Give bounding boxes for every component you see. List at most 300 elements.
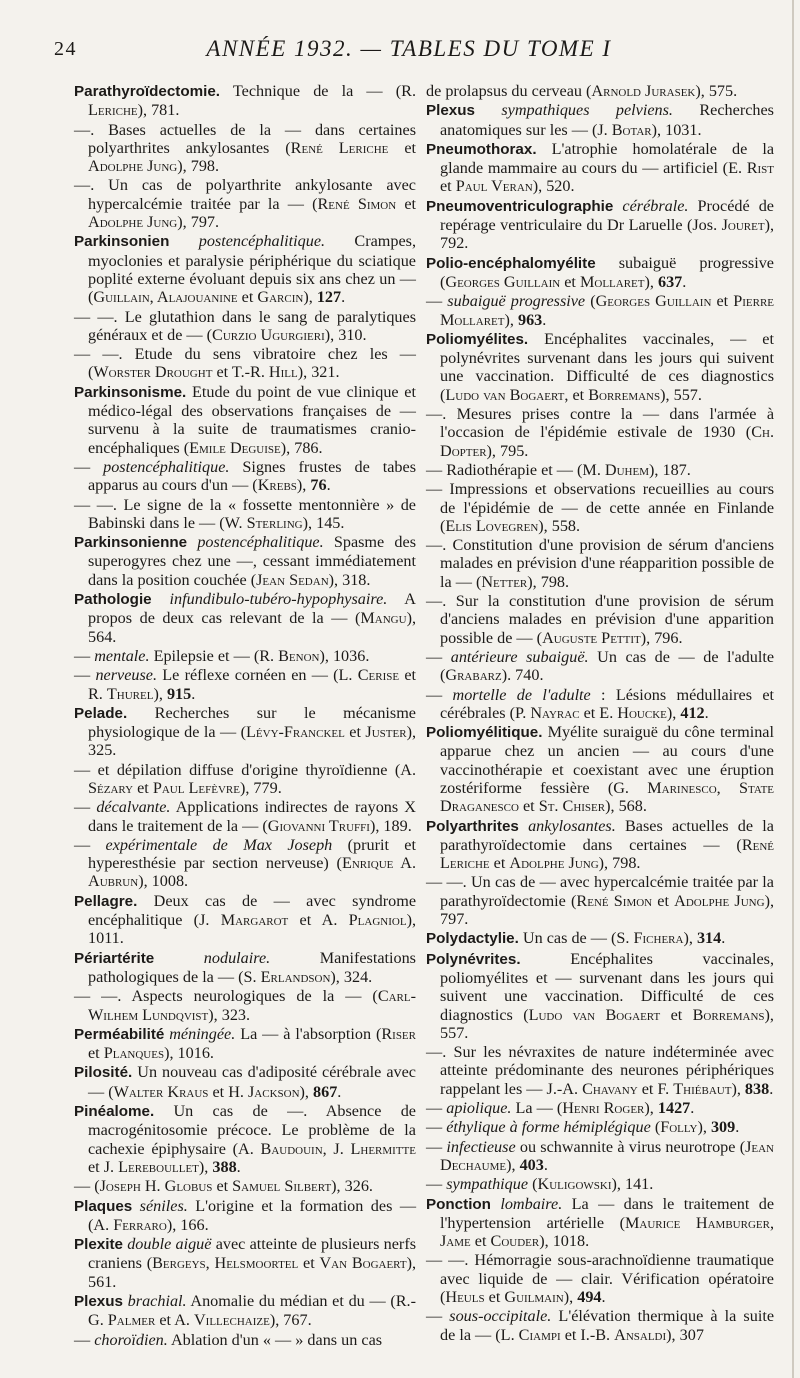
entry-text: Krebs: [257, 476, 297, 495]
entry-text: State Draganesco: [440, 778, 775, 816]
entry-headword: Pathologie: [74, 591, 152, 609]
entry-text: apiolique.: [446, 1099, 512, 1118]
entry-text: 963: [517, 310, 543, 329]
entry-text: Bergeys: [152, 1254, 206, 1273]
entry-text: Lereboullet: [118, 1157, 199, 1176]
entry-text: ), 557.: [660, 385, 702, 404]
index-entry: [426, 480, 774, 535]
entry-text: Recherches sur le mécanisme physiologique de la — (: [88, 703, 416, 742]
entry-text: H.: [140, 1177, 165, 1196]
index-entry: [74, 1177, 416, 1195]
entry-text: ), 321.: [297, 363, 340, 382]
index-entry: [426, 140, 774, 196]
entry-text: ),: [303, 288, 317, 307]
entry-text: sympathiques pelviens.: [474, 101, 673, 120]
entry-text: .: [601, 1288, 606, 1306]
entry-headword: Polio-encéphalomyélite: [426, 254, 596, 272]
entry-text: Palmer: [107, 1311, 156, 1330]
entry-text: Thiébaut: [673, 1079, 732, 1098]
entry-text: ), 1016.: [164, 1044, 214, 1063]
entry-text: La — dans le traitement de l'hypertension artérielle (: [440, 1194, 774, 1232]
entry-text: Adolphe Jung: [509, 854, 599, 873]
index-entry: [74, 1197, 416, 1235]
entry-text: Maurice Hamburger, Jame: [440, 1213, 774, 1251]
entry-text: et: [470, 1232, 491, 1251]
index-entry: [426, 1138, 774, 1175]
entry-text: ),: [504, 310, 518, 329]
index-entry: [74, 176, 416, 231]
entry-text: — Impressions et observations recueillies au cours de l'épidémie de — de cette année en Finlande (: [426, 480, 774, 535]
entry-text: , J.: [322, 1139, 351, 1158]
entry-text: Joseph: [99, 1177, 141, 1196]
entry-text: Riser: [381, 1024, 416, 1043]
entry-text: Bases actuelles de la parathyroïdectomie dans certaines — (: [440, 816, 774, 854]
entry-text: Ciampi: [518, 1325, 561, 1344]
entry-text: séniles.: [132, 1196, 188, 1215]
index-entry: [74, 345, 416, 382]
entry-text: avec atteinte de plusieurs nerfs craniens (: [88, 1235, 417, 1273]
entry-headword: Pelade.: [74, 704, 128, 722]
entry-text: Crampes, myoclonies et paralysie périphérique du sciatique poplité externe évoluant depuis six ans chez un — (: [88, 232, 417, 307]
entry-text: Grabarz: [445, 666, 502, 685]
entry-text: Un cas de — de l'adulte (: [440, 647, 775, 685]
entry-text: 76: [310, 476, 327, 495]
entry-text: Margarot: [220, 911, 289, 930]
entry-text: Villechaize: [193, 1311, 270, 1330]
index-entry: [426, 330, 774, 404]
entry-text: Walter Kraus: [113, 1082, 209, 1101]
entry-text: ), 1036.: [319, 646, 370, 665]
entry-text: ),: [296, 476, 311, 495]
entry-text: antérieure subaiguë.: [450, 647, 589, 666]
index-entry: [426, 1195, 774, 1251]
entry-text: infectieuse: [446, 1137, 516, 1156]
entry-text: Guillain, Alajouanine: [93, 288, 238, 307]
entry-text: .: [191, 684, 196, 703]
entry-text: postencéphalitique.: [187, 533, 324, 552]
entry-headword: Ponction: [426, 1195, 491, 1213]
index-entry: [74, 666, 416, 703]
entry-text: St. Chiser: [538, 797, 606, 816]
index-entry: [426, 1118, 774, 1136]
entry-text: nerveuse.: [95, 666, 158, 685]
entry-text: Van Bogaert: [319, 1254, 407, 1273]
entry-text: ), 557.: [440, 1005, 774, 1042]
entry-text: Ludo van Bogaert: [528, 1005, 661, 1024]
index-entry: [74, 1292, 416, 1330]
entry-text: et: [344, 723, 366, 742]
entry-text: Baudouin: [260, 1139, 323, 1158]
entry-text: et A.: [288, 911, 349, 930]
entry-text: 403: [519, 1155, 544, 1174]
entry-text: et: [489, 854, 510, 873]
entry-text: .: [769, 1079, 774, 1098]
entry-text: et: [440, 177, 456, 196]
entry-headword: Polydactylie.: [426, 930, 519, 948]
entry-text: ),: [153, 684, 167, 703]
entry-headword: Plexus: [426, 102, 475, 120]
index-entry: [74, 308, 416, 345]
index-entry: [426, 1307, 774, 1344]
entry-text: ), 307: [666, 1325, 704, 1344]
entry-text: ),: [666, 703, 681, 722]
index-entry: [426, 1251, 774, 1306]
entry-text: La — à l'absorption (: [235, 1024, 382, 1043]
entry-text: Rist: [746, 159, 774, 178]
entry-text: et: [652, 891, 675, 910]
entry-text: ),: [644, 272, 658, 291]
index-entry: [426, 929, 774, 948]
entry-text: Jean Sedan: [256, 570, 329, 589]
entry-text: L'élévation thermique à la suite de la — (L.: [440, 1307, 774, 1344]
entry-text: Myélite suraiguë du cône terminal apparue chez un ancien — au cours d'une vaccinothérapie et coexistant avec une éruption zostériforme fessière (G.: [440, 723, 774, 797]
index-entry: [74, 82, 416, 120]
index-entry: [74, 458, 416, 495]
entry-text: —: [426, 1137, 447, 1156]
entry-text: Georges Guillain: [445, 272, 561, 291]
index-entry: [74, 892, 416, 948]
index-entry: [426, 873, 774, 928]
entry-text: 867: [313, 1082, 338, 1101]
entry-text: Planques: [103, 1044, 165, 1063]
index-entry: [74, 987, 416, 1024]
entry-text: Un cas de — (S.: [518, 929, 634, 948]
entry-headword: Pilosité.: [74, 1064, 133, 1082]
entry-text: postencéphalitique.: [103, 457, 230, 476]
entry-text: Lhermitte: [350, 1139, 416, 1158]
entry-headword: Plexus: [74, 1293, 123, 1310]
entry-text: Thurel: [106, 684, 154, 703]
entry-text: — —. Le signe de la « fossette mentonnière » de Babinski dans le — (W.: [74, 495, 416, 532]
entry-text: r: [618, 216, 625, 235]
entry-text: —. Bases actuelles de la — dans certaines polyarthrites ankylosantes (: [74, 120, 416, 157]
entry-text: ), 1031.: [651, 120, 702, 139]
entry-text: ), 798.: [177, 157, 220, 176]
entry-text: ),: [563, 1288, 578, 1306]
entry-text: ),: [683, 929, 697, 948]
entry-text: Arnold Jurasek: [591, 82, 696, 100]
entry-text: subaiguë progressive: [447, 292, 586, 311]
entry-text: Kuligowski: [537, 1175, 612, 1194]
entry-text: Ablation d'un « — » dans un cas: [167, 1330, 383, 1349]
index-entry: [74, 1331, 416, 1349]
entry-text: Etude du point de vue clinique et médico-légal des observations françaises de — survenu à la suite de traumatismes cranio-encéphaliques (: [88, 382, 416, 457]
entry-text: —: [426, 1175, 447, 1194]
entry-text: A propos de deux cas relevant de la — (: [88, 590, 416, 628]
entry-text: Epilepsie et — (R.: [149, 646, 279, 665]
entry-text: Pierre Mollaret: [440, 292, 775, 329]
index-entry: [426, 1175, 774, 1193]
entry-text: ), 797.: [177, 213, 220, 232]
entry-text: Giovanni Truffi: [267, 816, 370, 835]
entry-text: ), 324.: [330, 967, 373, 986]
entry-text: ankylosantes.: [518, 816, 616, 835]
entry-text: Paul Lefèvre: [152, 778, 240, 797]
entry-headword: Parathyroïdectomie.: [74, 83, 221, 100]
entry-text: (: [528, 1175, 538, 1194]
entry-text: —. Un cas de polyarthrite ankylosante avec hypercalcémie traitée par la — (: [74, 176, 416, 213]
entry-text: ), 1018.: [539, 1232, 590, 1251]
entry-text: 838: [744, 1079, 770, 1098]
entry-text: .: [690, 1099, 695, 1118]
entry-text: ), 189.: [369, 816, 412, 835]
entry-text: (: [650, 1118, 661, 1137]
entry-headword: Perméabilité: [74, 1025, 165, 1043]
entry-text: Jean Dechaume: [440, 1137, 775, 1174]
entry-text: .: [704, 703, 709, 722]
entry-text: Helsmoortel: [214, 1254, 299, 1273]
entry-text: et: [660, 1005, 693, 1024]
entry-text: ),: [198, 1157, 213, 1176]
entry-text: Borremans: [588, 385, 661, 404]
entry-text: ,: [205, 1254, 215, 1273]
entry-text: L'atrophie homolatérale de la glande mammaire au cours du — artificiel (E.: [440, 139, 774, 178]
entry-text: Carl-Wilhem Lundqvist: [88, 987, 416, 1024]
running-title: ANNÉE 1932. — TABLES DU TOME I: [206, 36, 612, 61]
entry-text: — —. Aspects neurologiques de la — (: [74, 987, 378, 1006]
entry-text: ), 779.: [239, 778, 282, 797]
entry-text: — Radiothérapie et — (M.: [426, 460, 605, 479]
entry-text: —: [426, 292, 448, 311]
entry-text: et F.: [637, 1079, 674, 1098]
entry-text: Un nouveau cas d'adiposité cérébrale avec — (: [88, 1063, 416, 1101]
entry-text: ), 1011.: [88, 911, 416, 948]
entry-headword: Plaques: [74, 1197, 133, 1215]
entry-text: Chavany: [582, 1079, 638, 1098]
entry-text: Technique de la — (R.: [220, 82, 416, 100]
entry-text: 309: [710, 1118, 736, 1137]
entry-text: 314: [696, 929, 722, 948]
entry-text: .: [682, 272, 687, 291]
entry-headword: Pinéalome.: [74, 1103, 155, 1121]
entry-text: Marinesco: [647, 778, 717, 797]
entry-text: Anomalie du médian et du — (R.-G.: [88, 1292, 416, 1330]
entry-text: Emile Deguise: [189, 438, 281, 457]
entry-text: Houcke: [617, 703, 667, 722]
index-entry: [426, 592, 774, 647]
entry-text: René Simon: [317, 194, 397, 213]
entry-headword: Polyarthrites: [426, 817, 519, 835]
entry-text: ), 798.: [527, 572, 570, 591]
index-entry: [74, 383, 416, 457]
entry-text: ), 318.: [328, 570, 371, 589]
entry-text: ), 187.: [649, 460, 691, 479]
index-entry: [426, 723, 774, 815]
entry-text: ), 166.: [166, 1215, 209, 1234]
entry-text: —: [74, 1330, 95, 1349]
entry-text: et J.: [88, 1157, 119, 1176]
entry-text: mortelle de l'adulte: [452, 685, 591, 704]
entry-text: Adolphe Jung: [88, 157, 178, 176]
entry-text: —. Sur les névraxites de nature indéterminée avec atteinte prédominante des neurones périphériques rappelant les — J.-A.: [426, 1043, 774, 1098]
entry-headword: Pneumoventriculographie: [426, 197, 614, 215]
index-entry: [426, 405, 774, 460]
index-entry: [426, 817, 774, 873]
entry-text: ), 797.: [440, 891, 774, 929]
entry-text: ), 798.: [598, 854, 641, 873]
entry-text: —. Sur la constitution d'une provision de sérum d'anciens malades en prévision d'une apparition possible de — (: [426, 592, 774, 647]
entry-text: Sézary: [88, 778, 134, 797]
entry-text: Ch. Dopter: [440, 423, 774, 460]
entry-text: et: [560, 272, 580, 291]
entry-text: ), 786.: [280, 438, 323, 457]
entry-text: et: [388, 138, 416, 157]
entry-text: Encéphalites vaccinales, poliomyélites et — survenant dans les jours qui suivent une vaccination. Difficulté de ces diagnostics (: [440, 949, 774, 1024]
entry-headword: Périartérite: [74, 949, 155, 967]
entry-text: .: [721, 929, 726, 948]
entry-text: —: [426, 1118, 447, 1137]
entry-text: ), 326.: [331, 1177, 373, 1196]
entry-text: nodulaire.: [154, 948, 271, 967]
entry-text: Ferraro: [113, 1215, 167, 1234]
entry-text: Worster Drought: [93, 363, 213, 382]
entry-text: L'origine et la formation des — (A.: [88, 1196, 417, 1234]
entry-headword: Parkinsonienne: [74, 534, 188, 552]
entry-text: Mangu: [360, 609, 407, 628]
page-header: [54, 36, 764, 66]
entry-headword: Pneumothorax.: [426, 140, 537, 158]
entry-text: —: [74, 798, 97, 817]
index-entry: [74, 647, 416, 665]
entry-text: mentale.: [94, 646, 150, 665]
entry-headword: Plexite: [74, 1236, 123, 1254]
entry-text: Deux cas de — avec syndrome encéphalitique (J.: [88, 891, 416, 930]
entry-text: Lévy-Franckel: [246, 723, 345, 742]
entry-text: Jackson: [247, 1082, 300, 1101]
entry-text: Juster: [365, 723, 407, 742]
entry-text: décalvante.: [96, 798, 171, 817]
entry-text: Signes frustes de tabes apparus au cours d'un — (: [88, 457, 416, 495]
index-entry: [426, 254, 774, 292]
entry-text: Samuel Silbert: [232, 1177, 332, 1196]
entry-text: Guilmain: [504, 1288, 564, 1306]
entry-text: Paul Veran: [455, 177, 533, 196]
entry-text: infundibulo-tubéro-hypophysaire.: [151, 590, 388, 609]
right-column: [426, 82, 774, 1345]
entry-headword: Parkinsonisme.: [74, 383, 187, 401]
entry-text: Ansaldi: [614, 1325, 667, 1344]
entry-headword: Poliomyélites.: [426, 330, 529, 348]
entry-text: ),: [299, 1082, 313, 1101]
entry-text: René Leriche: [440, 835, 774, 873]
entry-text: La — (: [511, 1099, 563, 1118]
entry-text: ), 145.: [302, 513, 345, 532]
entry-text: —: [74, 835, 106, 854]
entry-text: ), 795.: [486, 441, 529, 460]
entry-text: Globus: [164, 1177, 213, 1196]
entry-text: 494: [577, 1288, 602, 1306]
entry-text: — —. Etude du sens vibratoire chez les — (: [74, 345, 416, 382]
entry-text: et R.: [88, 666, 416, 703]
entry-text: et: [711, 292, 734, 311]
entry-text: Couder: [490, 1232, 540, 1251]
entry-text: Benon: [278, 646, 320, 665]
entry-text: méningée.: [164, 1024, 236, 1043]
entry-text: ),: [697, 1118, 711, 1137]
entry-text: Cerise: [357, 666, 400, 685]
index-entry: [426, 292, 774, 329]
entry-text: postencéphalitique.: [169, 232, 326, 251]
entry-text: Auguste Pettit: [542, 628, 641, 647]
entry-text: —: [426, 685, 453, 704]
entry-text: expérimentale de Max Joseph: [105, 835, 333, 854]
index-entry: [74, 761, 416, 798]
entry-text: ),: [731, 1079, 745, 1098]
entry-text: (prurit et hyperesthésie par section nerveuse) (: [88, 835, 416, 873]
index-entry: [74, 836, 416, 891]
entry-text: et: [518, 797, 539, 816]
entry-text: —: [426, 1099, 447, 1118]
entry-text: brachial.: [122, 1292, 187, 1310]
index-entry: [426, 648, 774, 685]
entry-text: et I.-B.: [560, 1325, 615, 1344]
entry-text: Encéphalites vaccinales, — et polynévrites survenant dans les jours qui suivent une vaccination. Difficulté de ces diagnostics (: [440, 329, 774, 404]
entry-text: — —. Le glutathion dans le sang de paralytiques généraux et de — (: [74, 307, 416, 344]
entry-text: et: [396, 194, 417, 213]
entry-text: ,: [716, 778, 739, 797]
entry-text: cérébrale.: [613, 196, 689, 215]
entry-text: ), 767.: [269, 1311, 312, 1330]
entry-text: .: [542, 310, 547, 329]
entry-text: et T.-R.: [212, 363, 269, 382]
index-entry: [74, 1235, 416, 1291]
index-entry: [74, 1025, 416, 1063]
entry-text: .: [337, 1082, 342, 1101]
entry-text: 412: [680, 703, 705, 722]
entry-text: 915: [166, 684, 192, 703]
index-entry: [426, 686, 774, 723]
entry-text: Ludo van Bogaert: [445, 385, 565, 404]
entry-text: ), 568.: [605, 797, 647, 816]
entry-text: Mollaret: [579, 272, 645, 291]
entry-text: Curzio Ugurgieri: [212, 325, 325, 344]
entry-text: ), 325.: [88, 723, 416, 760]
entry-text: Hill: [268, 363, 298, 382]
entry-text: — —. Hémorragie sous-arachnoïdienne traumatique avec liquide de — clair. Vérification opératoire (: [426, 1251, 774, 1306]
entry-headword: Polynévrites.: [426, 950, 521, 968]
entry-text: — —. Un cas de — avec hypercalcémie traitée par la parathyroïdectomie (: [426, 873, 774, 910]
entry-text: Aubrun: [88, 872, 139, 891]
entry-text: —: [74, 666, 96, 685]
entry-text: Procédé de repérage ventriculaire du D: [440, 196, 774, 235]
entry-text: .: [326, 476, 331, 495]
entry-text: et: [237, 288, 258, 307]
left-column: [74, 82, 416, 1350]
entry-text: Recherches anatomiques sur les — (J.: [440, 101, 774, 139]
entry-text: ou schwannite à virus neurotrope (: [515, 1137, 746, 1156]
entry-text: Borremans: [692, 1005, 765, 1024]
entry-text: Leriche: [88, 101, 138, 120]
entry-text: ), 323.: [208, 1005, 251, 1024]
entry-text: : Lésions médullaires et cérébrales (P.: [440, 685, 774, 722]
index-entry: [426, 950, 774, 1042]
entry-text: .: [341, 288, 346, 307]
entry-text: Manifestations pathologiques de la — (S.: [88, 948, 416, 986]
entry-text: Netter: [481, 572, 528, 591]
entry-text: René Simon: [576, 891, 653, 910]
entry-text: —: [74, 457, 104, 476]
page-edge: [792, 0, 794, 1378]
entry-text: et: [298, 1254, 320, 1273]
entry-text: Duhem: [604, 460, 649, 479]
entry-text: .: [236, 1157, 241, 1176]
entry-text: Sterling: [246, 513, 303, 532]
entry-text: Botar: [611, 120, 652, 139]
entry-text: Jouret: [721, 216, 765, 235]
entry-text: 1427: [657, 1099, 691, 1118]
entry-text: Folly: [660, 1118, 698, 1137]
entry-text: éthylique à forme hémiplégique: [446, 1118, 651, 1137]
